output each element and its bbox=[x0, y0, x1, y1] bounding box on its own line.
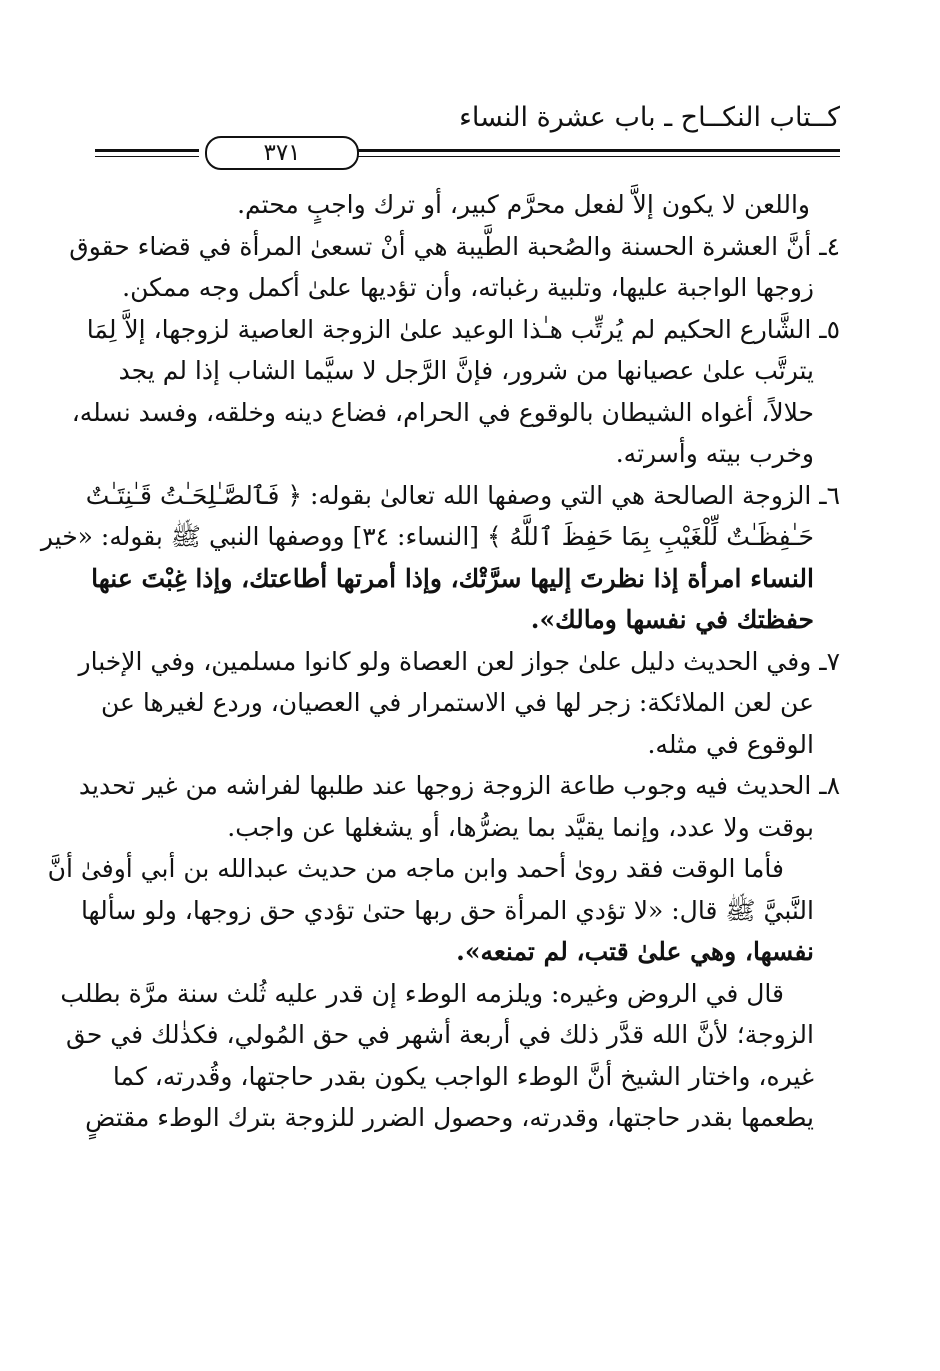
book-chapter-title: كــتاب النكــاح ـ باب عشرة النساء bbox=[459, 102, 840, 133]
text-line-item-5: ٥ـ الشَّارع الحكيم لم يُرتِّب هـٰذا الوعيد علىٰ الزوجة العاصية لزوجها، إلاَّ لِمَا bbox=[86, 314, 840, 344]
hadith-text-line: حفظتك في نفسها ومالك». bbox=[530, 605, 814, 634]
text-line: زوجها الواجبة عليها، وتلبية رغباته، وأن تؤديها علىٰ أكمل وجه ممكن. bbox=[122, 273, 814, 302]
text-line: الوقوع في مثله. bbox=[647, 729, 814, 759]
page-number: ٣٧١ bbox=[205, 136, 359, 170]
text-line: الزوجة؛ لأنَّ الله قدَّر ذلك في أربعة أشهر في حق المُولي، فكذٰلك في حق bbox=[65, 1020, 814, 1049]
hadith-text-line: نفسها، وهي علىٰ قتب، لم تمنعه». bbox=[456, 937, 814, 966]
text-line: حلالاً، أغواه الشيطان بالوقوع في الحرام، فضاع دينه وخلقه، وفسد نسله، bbox=[71, 397, 814, 427]
hadith-text-line: النَّبيَّ ﷺ قال: «لا تؤدي المرأة حق ربها حتىٰ تؤدي حق زوجها، ولو سألها bbox=[80, 895, 814, 925]
page bbox=[40, 100, 840, 1139]
text-line: غيره، واختار الشيخ أنَّ الوطء الواجب يكون بقدر حاجتها، وقُدرته، كما bbox=[112, 1061, 814, 1091]
header-rule-left bbox=[95, 149, 199, 157]
body-text bbox=[40, 184, 840, 1139]
text-line: فأما الوقت فقد روىٰ أحمد وابن ماجه من حديث عبدالله بن أبي أوفىٰ أنَّ bbox=[47, 854, 784, 883]
text-line: يطعمها بقدر حاجتها، وقدرته، وحصول الضرر للزوجة بترك الوطء مقتضٍ bbox=[85, 1103, 814, 1132]
text-line: واللعن لا يكون إلاَّ لفعل محرَّم كبير، أو ترك واجبٍ محتم. bbox=[237, 190, 810, 219]
text-line: يترتَّب علىٰ عصيانها من شرور، فإنَّ الرَّجل لا سيَّما الشاب إذا لم يجد bbox=[118, 356, 814, 385]
text-line: عن لعن الملائكة: زجر لها في الاستمرار في العصيان، وردع لغيرها عن bbox=[100, 688, 814, 717]
header-rule bbox=[95, 136, 840, 170]
text-line: قال في الروض وغيره: ويلزمه الوطء إن قدر عليه ثُلث سنة مرَّة بطلب bbox=[60, 978, 784, 1008]
header-rule-right bbox=[358, 149, 840, 157]
text-line: حَـٰفِظَـٰتٌ لِّلْغَيْبِ بِمَا حَفِظَ ٱللَّهُ ﴾ [النساء: ٣٤] ووصفها النبي ﷺ بقوله: «خير bbox=[40, 522, 814, 551]
text-line: وخرب بيته وأسرته. bbox=[615, 439, 814, 468]
text-line-item-7: ٧ـ وفي الحديث دليل علىٰ جواز لعن العصاة ولو كانوا مسلمين، وفي الإخبار bbox=[78, 646, 840, 676]
text-line-item-6: ٦ـ الزوجة الصالحة هي التي وصفها الله تعالىٰ بقوله: ﴿ فَٱلصَّـٰلِحَـٰتُ قَـٰنِتَـٰتٌ bbox=[85, 480, 840, 510]
text-line: بوقت ولا عدد، وإنما يقيَّد بما يضرُّها، أو يشغلها عن واجب. bbox=[227, 812, 814, 842]
running-header bbox=[95, 100, 840, 136]
text-line-item-4: ٤ـ أنَّ العشرة الحسنة والصُحبة الطَّيبة هي أنْ تسعىٰ المرأة في قضاء حقوق bbox=[69, 231, 840, 261]
text-line-item-8: ٨ـ الحديث فيه وجوب طاعة الزوجة زوجها عند طلبها لفراشه من غير تحديد bbox=[78, 771, 840, 800]
hadith-text-line: النساء امرأة إذا نظرتَ إليها سرَّتْك، وإذا أمرتها أطاعتك، وإذا غِبْتَ عنها bbox=[91, 563, 814, 593]
